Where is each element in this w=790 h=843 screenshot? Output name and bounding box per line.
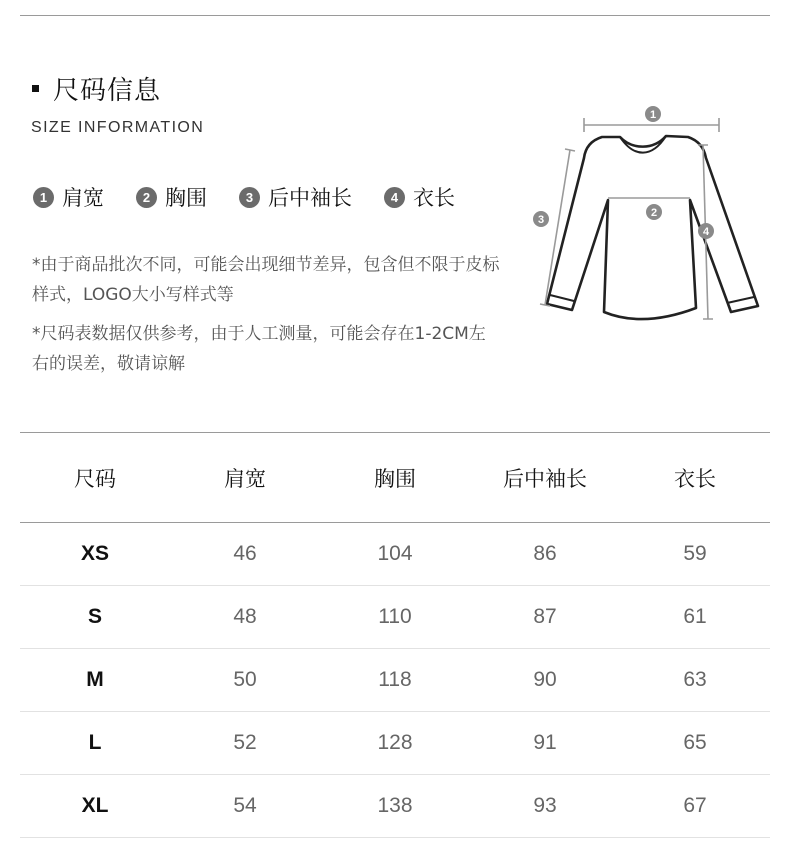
cell-chest: 128 [377,731,413,754]
legend-label: 衣长 [413,186,455,210]
section-title: 尺码信息 [53,76,162,106]
cell-chest: 118 [378,668,412,691]
long-sleeve-shirt-icon [547,136,758,319]
legend-item-chest [136,182,207,212]
measurement-legend [33,182,455,212]
legend-item-length [384,182,455,212]
cell-shoulder: 50 [233,668,257,691]
legend-label: 肩宽 [62,186,104,210]
note-measurement-error: *尺码表数据仅供参考，由于人工测量，可能会存在1-2CM左右的误差，敬请谅解 [32,324,486,374]
diagram-marker-2-icon [646,204,662,220]
table-row [20,649,770,711]
cell-shoulder: 54 [233,794,257,817]
table-row [20,775,770,837]
cell-sleeve: 93 [533,794,557,817]
cell-size: XL [81,794,109,817]
legend-item-shoulder [33,182,104,212]
header-size: 尺码 [74,466,116,491]
bullet-square-icon [32,85,39,92]
size-table [20,432,770,838]
cell-sleeve: 87 [533,605,557,628]
section-heading [32,70,161,107]
marker-3-label: 3 [537,214,545,226]
table-row [20,523,770,585]
cell-length: 61 [683,605,707,628]
cell-sleeve: 86 [533,542,557,565]
cell-sleeve: 90 [533,668,557,691]
cell-length: 65 [683,731,707,754]
cell-chest: 110 [378,605,412,628]
cell-shoulder: 52 [233,731,257,754]
diagram-marker-4-icon [698,223,714,239]
cell-length: 67 [683,794,707,817]
cell-size: S [87,605,102,628]
garment-measurement-diagram [520,100,770,330]
table-row [20,712,770,774]
table-row [20,586,770,648]
number-badge-icon: 3 [239,187,260,208]
row-divider [20,837,770,838]
cell-sleeve: 91 [533,731,557,754]
note-batch-difference: *由于商品批次不同，可能会出现细节差异，包含但不限于皮标样式，LOGO大小写样式等 [32,255,500,305]
diagram-marker-1-icon [645,106,661,122]
diagram-marker-3-icon [533,211,549,227]
top-divider [20,15,770,16]
cell-length: 59 [683,542,707,565]
cell-size: L [88,731,102,754]
section-subtitle: SIZE INFORMATION [31,119,205,136]
table-header-row [20,433,770,522]
cell-shoulder: 46 [233,542,257,565]
number-badge-icon: 4 [384,187,405,208]
cell-size: XS [80,542,109,565]
legend-item-sleeve [239,182,352,212]
cell-shoulder: 48 [233,605,257,628]
cell-chest: 104 [377,542,413,565]
header-sleeve: 后中袖长 [503,466,587,491]
header-length: 衣长 [674,466,716,491]
header-chest: 胸围 [374,466,416,491]
legend-label: 后中袖长 [268,186,352,210]
legend-label: 胸围 [165,186,207,210]
header-shoulder: 肩宽 [224,466,266,491]
marker-1-label: 1 [649,109,657,121]
marker-2-label: 2 [650,207,658,219]
number-badge-icon: 1 [33,187,54,208]
cell-size: M [86,668,104,691]
cell-chest: 138 [377,794,413,817]
cell-length: 63 [683,668,707,691]
number-badge-icon: 2 [136,187,157,208]
marker-4-label: 4 [702,226,710,238]
